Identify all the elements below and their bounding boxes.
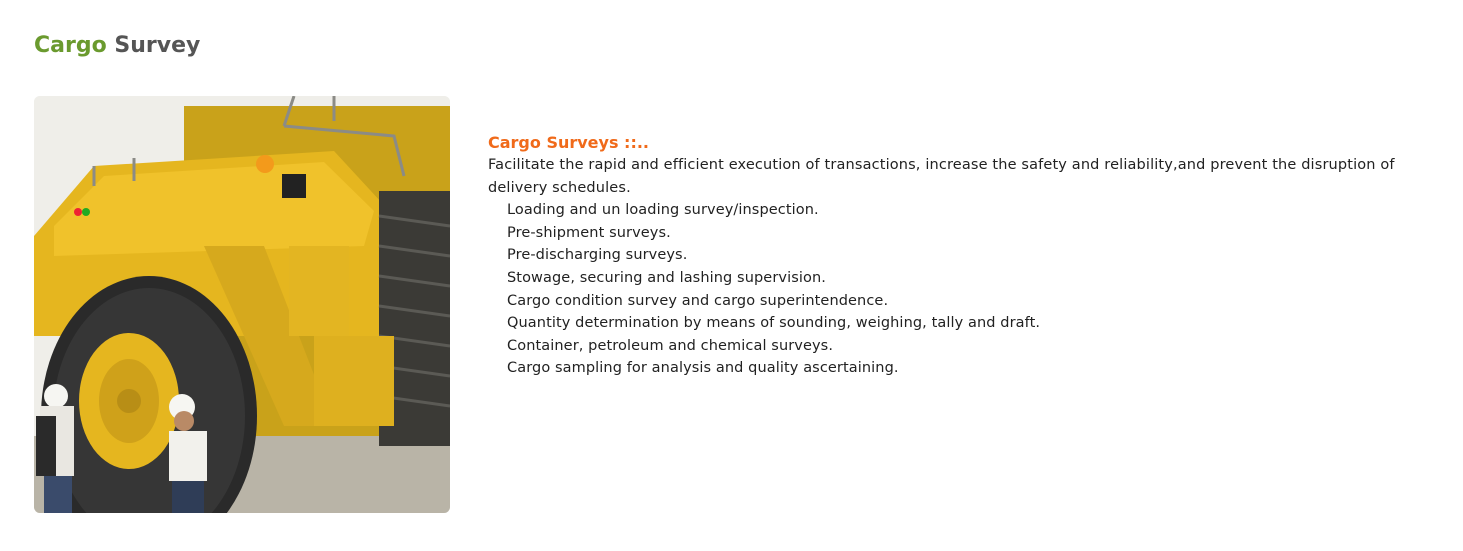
mining-truck-photo (34, 96, 450, 513)
list-item: Cargo sampling for analysis and quality ascertaining. (507, 360, 899, 377)
section-heading: Cargo Surveys ::.. (488, 133, 650, 152)
list-item: Container, petroleum and chemical surveys. (507, 337, 834, 354)
cargo-survey-content (488, 132, 1448, 380)
list-item: Cargo condition survey and cargo superintendence. (507, 292, 889, 309)
section-description: Facilitate the rapid and efficient execution of transactions, increase the safety and reliability,and prevent the disruption of delivery schedules. (488, 157, 1395, 196)
list-item: Stowage, securing and lashing supervision. (507, 269, 826, 286)
page-title (34, 31, 200, 61)
list-item: Quantity determination by means of sounding, weighing, tally and draft. (507, 315, 1041, 332)
list-item: Pre-discharging surveys. (507, 247, 688, 264)
list-item: Loading and un loading survey/inspection. (507, 202, 819, 219)
page-title-rest: Survey (114, 33, 201, 58)
services-list (488, 199, 1448, 380)
list-item: Pre-shipment surveys. (507, 224, 671, 241)
page-title-accent: Cargo (34, 33, 107, 58)
